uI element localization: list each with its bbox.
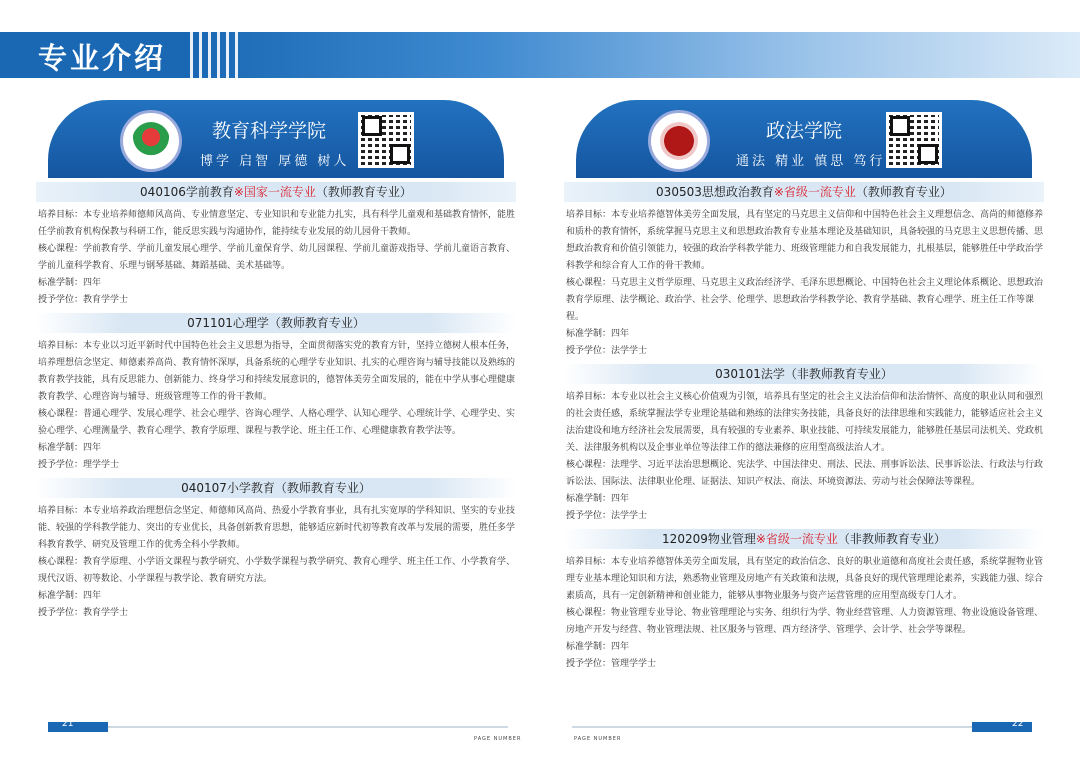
major-title <box>564 529 1044 549</box>
major-section <box>36 478 516 622</box>
degree-label: 授予学位： <box>566 511 612 521</box>
years-label: 标准学制： <box>566 494 612 504</box>
footer-line-right <box>572 726 972 728</box>
years-value: 四年 <box>611 642 630 652</box>
right-page <box>564 100 1044 673</box>
years-value: 四年 <box>611 494 630 504</box>
core-label: 核心课程： <box>38 244 84 254</box>
major-title <box>36 313 516 333</box>
goal-label: 培养目标： <box>38 210 84 220</box>
college-logo-icon <box>648 110 710 172</box>
major-type: （教师教育专业） <box>274 481 371 495</box>
core-text: 教育学原理、小学语文课程与教学研究、小学数学课程与教学研究、教育心理学、班主任工作、小学教育学、现代汉语、初等数论、小学课程与教学论、教育研究方法。 <box>38 557 516 584</box>
major-type: （非教师教育专业） <box>784 367 893 381</box>
goal-label: 培养目标： <box>566 392 612 402</box>
college-name: 教育科学学院 <box>212 120 327 142</box>
major-type: （非教师教育专业） <box>837 532 946 546</box>
core-text: 法理学、习近平法治思想概论、宪法学、中国法律史、刑法、民法、刑事诉讼法、民事诉讼法、行政法与行政诉讼法、国际法、法律职业伦理、证据法、知识产权法、商法、环境资源法、劳动与社会保障法等课程。 <box>566 460 1044 487</box>
goal-label: 培养目标： <box>38 341 84 351</box>
major-details <box>36 333 516 474</box>
page-word-left: PAGE NUMBER <box>474 736 522 742</box>
goal-text: 本专业培养政治理想信念坚定、师德师风高尚、热爱小学教育事业，具有扎实宽厚的学科知识、坚实的专业技能、较强的学科教学能力、突出的专业优长，具备创新教育思想，能够适应新时代初等教育改革与发展的需要，胜任多学科教育教学、研究及管理工作的优秀全科小学教师。 <box>38 506 516 550</box>
years-label: 标准学制： <box>38 278 84 288</box>
major-title <box>564 182 1044 202</box>
degree-value: 理学学士 <box>83 460 120 470</box>
major-section <box>36 313 516 474</box>
core-label: 核心课程： <box>38 557 84 567</box>
college-motto: 博学 启智 厚德 树人 <box>200 154 350 169</box>
major-details <box>36 498 516 622</box>
core-text: 普通心理学、发展心理学、社会心理学、咨询心理学、人格心理学、认知心理学、心理统计学、心理学史、实验心理学、心理测量学、教育心理学、教育学原理、课程与教学论、班主任工作、心理健康教育教学法等。 <box>38 409 516 436</box>
qr-code-icon <box>358 112 414 168</box>
footer-line-left <box>108 726 508 728</box>
college-header <box>576 100 1032 178</box>
left-page <box>36 100 516 622</box>
major-section <box>564 529 1044 673</box>
major-badge: ※国家一流专业 <box>233 185 316 199</box>
section-title: 专业介绍 <box>38 41 167 75</box>
page-word-right: PAGE NUMBER <box>574 736 622 742</box>
page-number-left: 21 <box>62 719 74 729</box>
major-code-name: 030101法学 <box>715 367 785 381</box>
major-details <box>36 202 516 309</box>
major-section <box>36 182 516 309</box>
core-text: 学前教育学、学前儿童发展心理学、学前儿童保育学、幼儿园课程、学前儿童游戏指导、学前儿童语言教育、学前儿童科学教育、乐理与钢琴基础、舞蹈基础、美术基础等。 <box>38 244 516 271</box>
goal-text: 本专业培养德智体美劳全面发展，具有坚定的马克思主义信仰和中国特色社会主义理想信念、高尚的师德修养和质朴的教育情怀，系统掌握马克思主义和思想政治教育专业基本理论及基础知识，具备较强的马克思主义思想传播、思想政治教育和价值引领能力，较强的政治学科教学能力、班级管理能力和自我发展能力，扎根基层，能够胜任中学政治学科教学和综合育人工作的骨干教师。 <box>566 210 1044 271</box>
top-banner <box>0 32 1080 78</box>
goal-text: 本专业以社会主义核心价值观为引领，培养具有坚定的社会主义法治信仰和法治情怀、高度的职业认同和强烈的社会责任感，系统掌握法学专业理论基础和熟练的法律实务技能，具备良好的法律思维和实践能力，能够适应社会主义法治建设和地方经济社会发展需要，具有较强的专业素养、职业技能、可持续发展能力，能够胜任基层司法机关、党政机关、法律服务机构以及企事业单位等法律工作的德法兼修的应用型高级法治人才。 <box>566 392 1044 453</box>
major-type: （教师教育专业） <box>268 316 365 330</box>
major-section <box>564 364 1044 525</box>
college-header <box>48 100 504 178</box>
goal-text: 本专业培养德智体美劳全面发展，具有坚定的政治信念、良好的职业道德和高度社会责任感，系统掌握物业管理专业基本理论知识和方法，熟悉物业管理及房地产有关政策和法规，具备良好的现代管理理论素养，实践能力强、综合素质高，具有一定创新精神和创业能力，能够从事物业服务与资产运营管理的应用型高级专门人才。 <box>566 557 1044 601</box>
major-code-name: 071101心理学 <box>187 316 269 330</box>
page-number-right: 22 <box>1012 719 1024 729</box>
major-section <box>564 182 1044 360</box>
footer-bar-left <box>48 722 108 732</box>
goal-label: 培养目标： <box>566 210 612 220</box>
years-label: 标准学制： <box>566 329 612 339</box>
years-label: 标准学制： <box>38 443 84 453</box>
degree-value: 法学学士 <box>611 346 648 356</box>
years-value: 四年 <box>611 329 630 339</box>
goal-text: 本专业培养师德师风高尚、专业情意坚定、专业知识和专业能力扎实，具有科学儿童观和基础教育情怀，能胜任学前教育机构保教与科研工作，能反思实践与沟通协作，能持续专业发展的幼儿园骨干教师。 <box>38 210 516 237</box>
major-details <box>564 202 1044 360</box>
major-title <box>36 182 516 202</box>
major-type: （教师教育专业） <box>315 185 412 199</box>
goal-label: 培养目标： <box>566 557 612 567</box>
degree-label: 授予学位： <box>566 659 612 669</box>
college-logo-icon <box>120 110 182 172</box>
years-label: 标准学制： <box>566 642 612 652</box>
major-code-name: 120209物业管理 <box>662 532 756 546</box>
major-title <box>36 478 516 498</box>
major-code-name: 040107小学教育 <box>181 481 275 495</box>
goal-label: 培养目标： <box>38 506 84 516</box>
years-label: 标准学制： <box>38 591 84 601</box>
degree-value: 管理学学士 <box>611 659 657 669</box>
core-label: 核心课程： <box>566 460 612 470</box>
major-code-name: 030503思想政治教育 <box>656 185 774 199</box>
core-label: 核心课程： <box>566 608 612 618</box>
years-value: 四年 <box>83 443 102 453</box>
major-type: （教师教育专业） <box>855 185 952 199</box>
core-label: 核心课程： <box>38 409 84 419</box>
years-value: 四年 <box>83 591 102 601</box>
degree-label: 授予学位： <box>38 295 84 305</box>
major-details <box>564 384 1044 525</box>
degree-label: 授予学位： <box>38 460 84 470</box>
goal-text: 本专业以习近平新时代中国特色社会主义思想为指导，全面贯彻落实党的教育方针，坚持立德树人根本任务，培养理想信念坚定、师德素养高尚、教育情怀深厚，具备系统的心理学专业知识、扎实的心理咨询与辅导技能以及熟练的教育教学技能，具有反思能力、创新能力、终身学习和持续发展意识的，德智体美劳全面发展的，能在中学从事心理健康教育教学、心理咨询与辅导、班级管理等工作的骨干教师。 <box>38 341 516 402</box>
major-details <box>564 549 1044 673</box>
core-label: 核心课程： <box>566 278 612 288</box>
degree-value: 法学学士 <box>611 511 648 521</box>
degree-value: 教育学学士 <box>83 295 129 305</box>
degree-label: 授予学位： <box>566 346 612 356</box>
major-badge: ※省级一流专业 <box>755 532 838 546</box>
college-name: 政法学院 <box>766 120 843 142</box>
banner-stripes <box>190 32 238 78</box>
college-motto: 通法 精业 慎思 笃行 <box>736 154 886 169</box>
degree-value: 教育学学士 <box>83 608 129 618</box>
core-text: 物业管理专业导论、物业管理理论与实务、组织行为学、物业经营管理、人力资源管理、物业设施设备管理、房地产开发与经营、物业管理法规、社区服务与管理、西方经济学、管理学、会计学、社会学等课程。 <box>566 608 1044 635</box>
major-badge: ※省级一流专业 <box>773 185 856 199</box>
major-code-name: 040106学前教育 <box>140 185 234 199</box>
years-value: 四年 <box>83 278 102 288</box>
major-title <box>564 364 1044 384</box>
core-text: 马克思主义哲学原理、马克思主义政治经济学、毛泽东思想概论、中国特色社会主义理论体系概论、思想政治教育学原理、法学概论、政治学、社会学、伦理学、思想政治学科教学论、教育学基础、教育心理学、班主任工作等课程。 <box>566 278 1044 322</box>
degree-label: 授予学位： <box>38 608 84 618</box>
qr-code-icon <box>886 112 942 168</box>
